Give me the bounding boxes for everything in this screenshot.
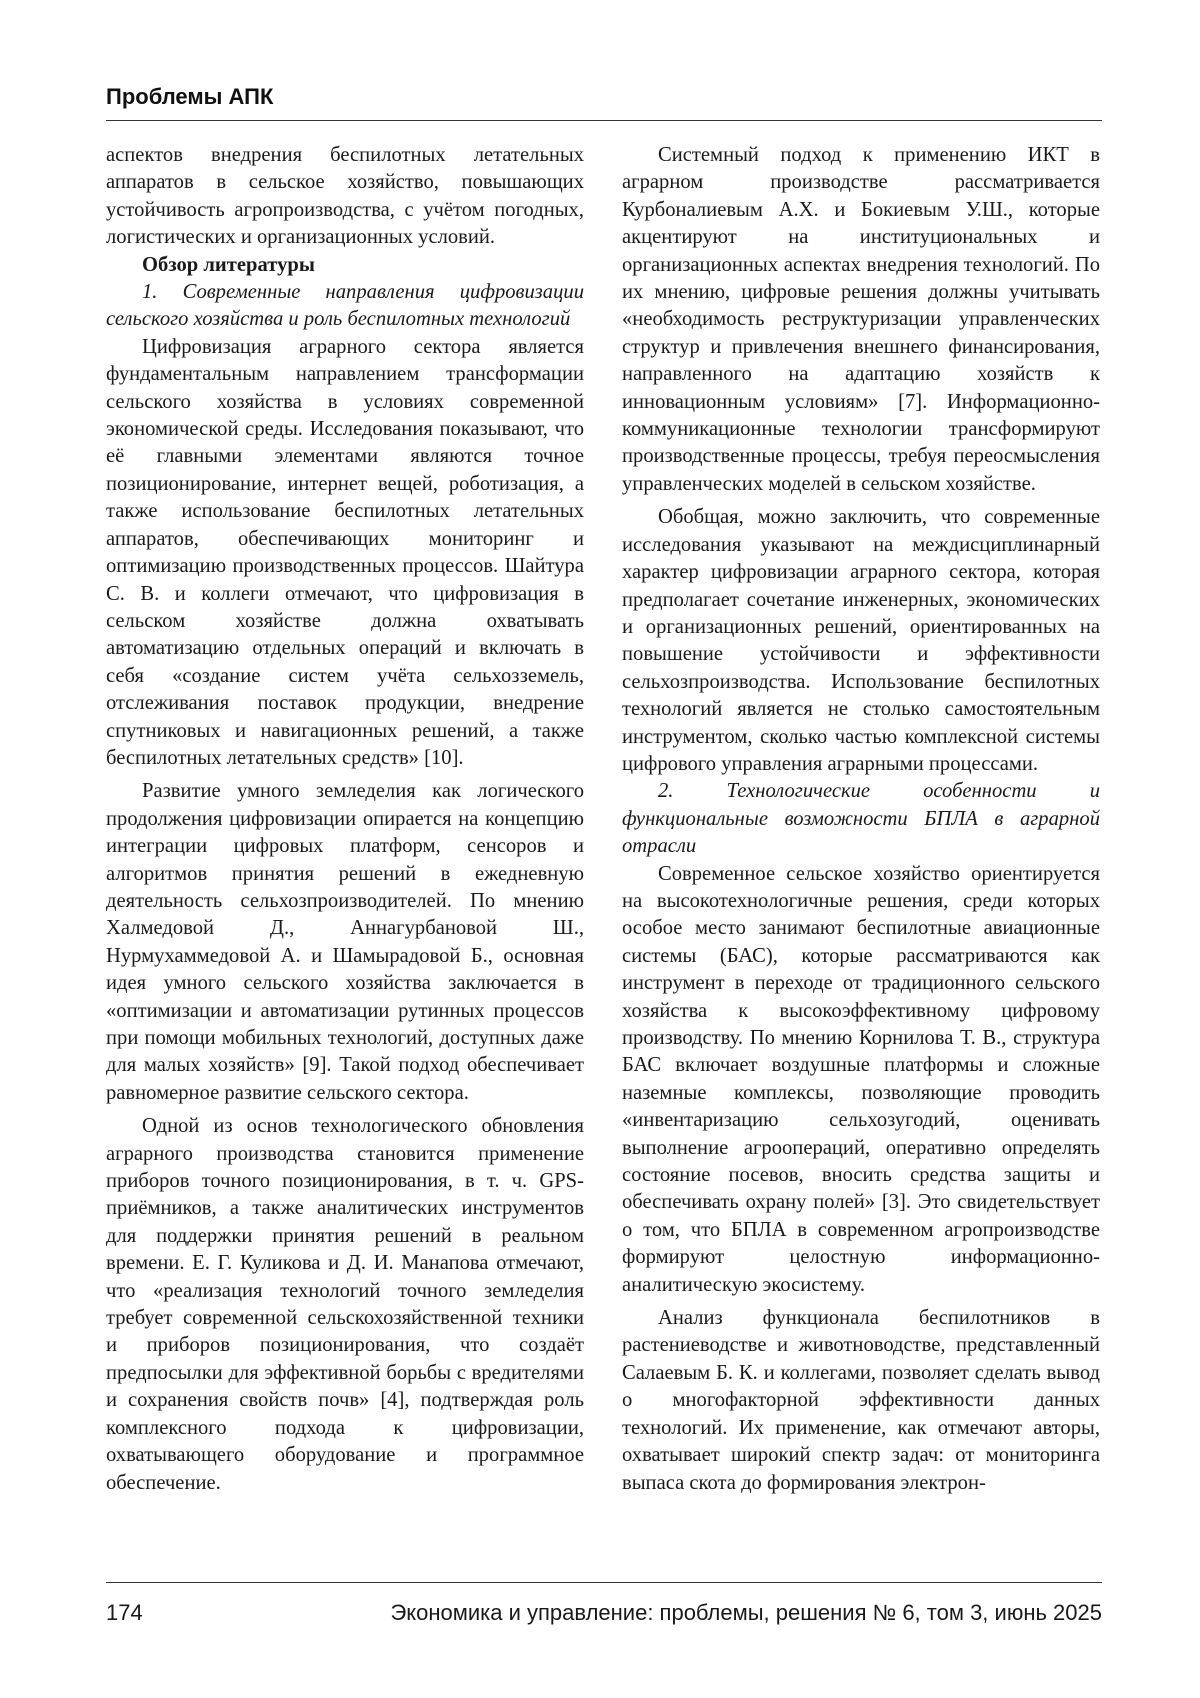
paragraph: Цифровизация аграрного сектора является фундаментальным направлением трансформации сельского хозяйства в условиях современной экономической среды. Исследования показывают, что её главными элементами являются точное позиционирование, интернет вещей, роботизация, а также использование беспилотных летательных аппаратов, обеспечивающих мониторинг и оптимизацию производственных процессов. Шайтура С. В. и коллеги отмечают, что цифровизация в сельском хозяйстве должна охватывать автоматизацию отдельных операций и включать в себя «создание систем учёта сельхозземель, отслеживания поставок продукции, внедрение спутниковых и навигационных решений, а также беспилотных летательных средств» [10]. (106, 335, 584, 769)
paragraph: Одной из основ технологического обновления аграрного производства становится применение приборов точного позиционирования, в т. ч. GPS-приёмников, а также аналитических инструментов для поддержки принятия решений в реальном времени. Е. Г. Куликова и Д. И. Манапова отмечают, что «реализация технологий точного земледелия требует современной сельскохозяйственной техники и приборов позиционирования, что создаёт предпосылки для эффективной борьбы с вредителями и сохранения свойств почв» [4], подтверждая роль комплексного подхода к цифровизации, охватывающего оборудование и программное обеспечение. (106, 1115, 584, 1494)
paragraph: Развитие умного земледелия как логического продолжения цифровизации опирается на концепцию интеграции цифровых платформ, сенсоров и алгоритмов принятия решений в ежедневную деятельность сельхозпроизводителей. По мнению Халмедовой Д., Аннагурбановой Ш., Нурмухаммедовой А. и Шамырадовой Б., основная идея умного сельского хозяйства заключается в «оптимизации и автоматизации рутинных процессов при помощи мобильных технологий, доступных даже для малых хозяйств» [9]. Такой подход обеспечивает равномерное развитие сельского сектора. (106, 780, 584, 1104)
paragraph: аспектов внедрения беспилотных летательных аппаратов в сельское хозяйство, повышающих устойчивость агропроизводства, с учётом погодных, логистических и организационных условий. (106, 144, 584, 249)
paragraph: Анализ функционала беспилотников в растениеводстве и животноводстве, представленный Салаевым Б. К. и коллегами, позволяет сделать вывод о многофакторной эффективности данных технологий. Их применение, как отмечают авторы, охватывает широкий спектр задач: от мониторинга выпаса скота до формирования электрон- (622, 1307, 1100, 1494)
page-number: 174 (106, 1600, 143, 1625)
paragraph: Системный подход к применению ИКТ в аграрном производстве рассматривается Курбоналиевым А.Х. и Бокиевым У.Ш., которые акцентируют на институциональных и организационных аспектах внедрения технологий. По их мнению, цифровые решения должны учитывать «необходимость реструктуризации управленческих структур и привлечения внешнего финансирования, направленного на адаптацию хозяйств к инновационным условиям» [7]. Информационно-коммуникационные технологии трансформируют производственные процессы, требуя переосмысления управленческих моделей в сельском хозяйстве. (622, 144, 1100, 495)
section-heading: Обзор литературы (142, 253, 315, 276)
journal-footer: Экономика и управление: проблемы, решения № 6, том 3, июнь 2025 (390, 1600, 1102, 1625)
header-rule (106, 120, 1102, 121)
footer-rule (106, 1582, 1102, 1583)
subsection-heading: 2. Технологические особенности и функциональные возможности БПЛА в аграрной отрасли (622, 780, 1100, 858)
right-column (622, 142, 1100, 1497)
left-column (106, 142, 584, 1497)
paragraph: Современное сельское хозяйство ориентируется на высокотехнологичные решения, среди которых особое место занимают беспилотные авиационные системы (БАС), которые рассматриваются как инструмент в переходе от традиционного сельского хозяйства к высокоэффективному цифровому производству. По мнению Корнилова Т. В., структура БАС включает воздушные платформы и сложные наземные комплексы, позволяющие проводить «инвентаризацию сельхозугодий, оценивать выполнение агроопераций, оперативно определять состояние посевов, вносить средства защиты и обеспечивать охрану полей» [3]. Это свидетельствует о том, что БПЛА в современном агропроизводстве формируют целостную информационно-аналитическую экосистему. (622, 862, 1100, 1296)
running-header: Проблемы АПК (106, 84, 274, 109)
paragraph: Обобщая, можно заключить, что современные исследования указывают на междисциплинарный характер цифровизации аграрного сектора, которая предполагает сочетание инженерных, экономических и организационных решений, ориентированных на повышение устойчивости и эффективности сельхозпроизводства. Использование беспилотных технологий является не столько самостоятельным инструментом, сколько частью комплексной системы цифрового управления аграрными процессами. (622, 506, 1100, 775)
subsection-heading: 1. Современные направления цифровизации сельского хозяйства и роль беспилотных технологий (106, 281, 584, 331)
